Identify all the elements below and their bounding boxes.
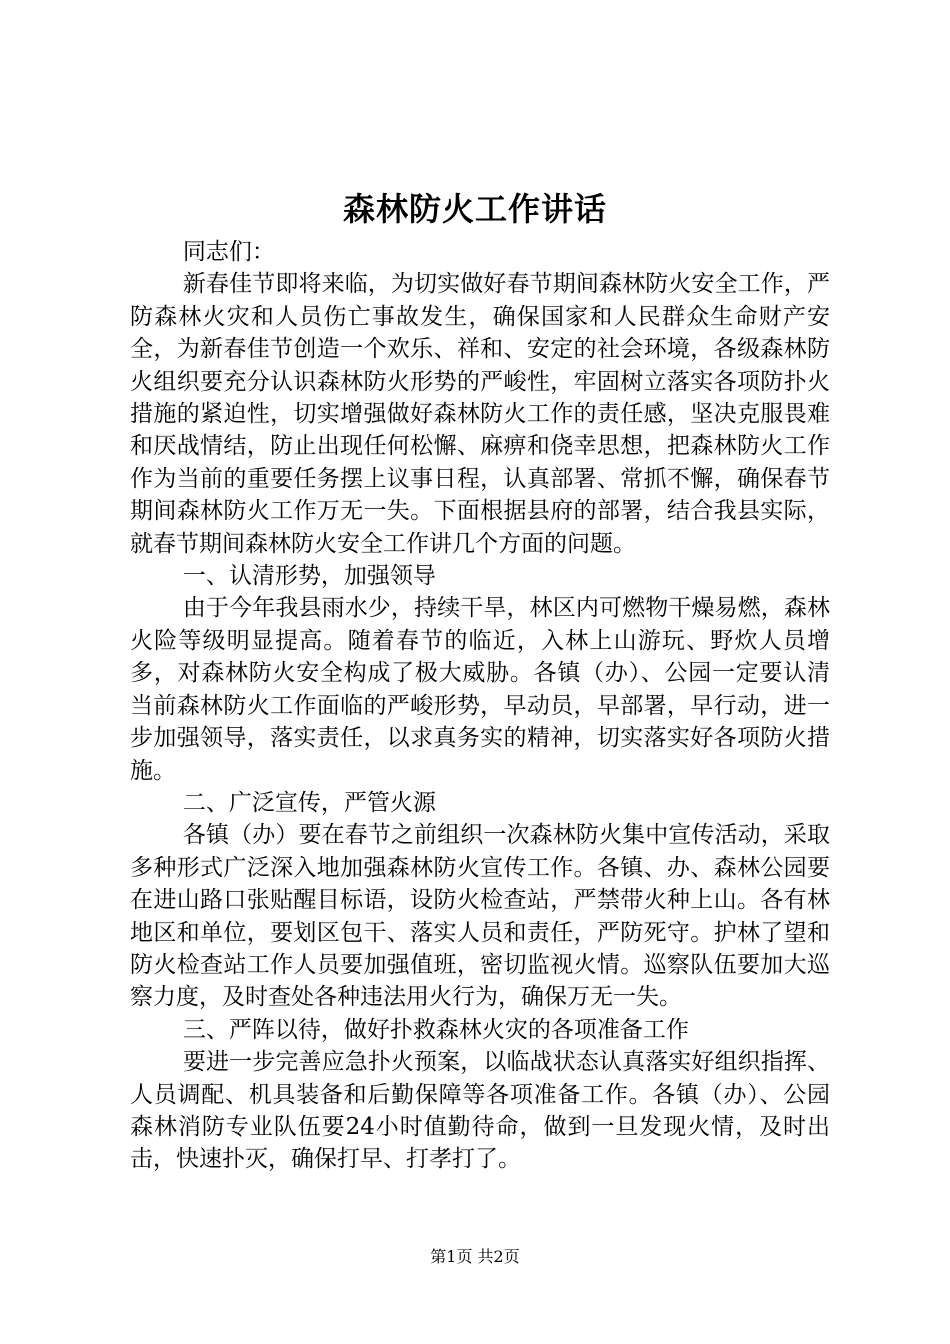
document-title: 森林防火工作讲话 [342,190,607,228]
paragraph-section-1: 由于今年我县雨水少，持续干旱，林区内可燃物干燥易燃，森林火险等级明显提高。随着春节的临近，入林上山游玩、野炊人员增多，对森林防火安全构成了极大威胁。各镇（办）、公园一定要认清当前森林防火工作面临的严峻形势，早动员，早部署，早行动，进一步加强领导，落实责任，以求真务实的精神，切实落实好各项防火措施。 [130,595,830,784]
section-heading-1: 一、认清形势，加强领导 [182,563,436,590]
document-body [130,236,830,1176]
section-heading-3: 三、严阵以待，做好扑救森林火灾的各项准备工作 [182,1016,689,1043]
salutation: 同志们： [182,239,275,265]
paragraph-section-3: 要进一步完善应急扑火预案，以临战状态认真落实好组织指挥、人员调配、机具装备和后勤保障等各项准备工作。各镇（办）、公园森林消防专业队伍要24小时值勤待命，做到一旦发现火情，及时出击，快速扑灭，确保打早、打孝打了。 [130,1049,830,1173]
paragraph-intro: 新春佳节即将来临，为切实做好春节期间森林防火安全工作，严防森林火灾和人员伤亡事故发生，确保国家和人民群众生命财产安全，为新春佳节创造一个欢乐、祥和、安定的社会环境，各级森林防火组织要充分认识森林防火形势的严峻性，牢固树立落实各项防扑火措施的紧迫性，切实增强做好森林防火工作的责任感，坚决克服畏难和厌战情结，防止出现任何松懈、麻痹和侥幸思想，把森林防火工作作为当前的重要任务摆上议事日程，认真部署、常抓不懈，确保春节期间森林防火工作万无一失。下面根据县府的部署，结合我县实际，就春节期间森林防火安全工作讲几个方面的问题。 [130,271,830,557]
page-number-footer: 第1页 共2页 [430,1247,520,1266]
paragraph-section-2: 各镇（办）要在春节之前组织一次森林防火集中宣传活动，采取多种形式广泛深入地加强森林防火宣传工作。各镇、办、森林公园要在进山路口张贴醒目标语，设防火检查站，严禁带火种上山。各有林地区和单位，要划区包干、落实人员和责任，严防死守。护林了望和防火检查站工作人员要加强值班，密切监视火情。巡察队伍要加大巡察力度，及时查处各种违法用火行为，确保万无一失。 [130,822,830,1011]
section-heading-2: 二、广泛宣传，严管火源 [182,789,436,816]
